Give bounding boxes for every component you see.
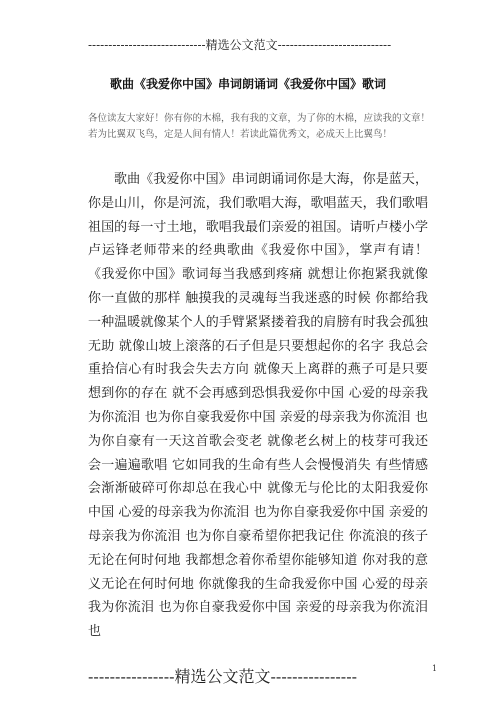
- document-title: 歌曲《我爱你中国》串词朗诵词《我爱你中国》歌词: [109, 77, 386, 91]
- page-number: 1: [432, 664, 438, 673]
- page-footer: ----------------精选公文范文----------------: [88, 667, 358, 686]
- page-header: -----------------------------精选公文范文----------------------------: [88, 38, 392, 52]
- intro-paragraph: 各位读友大家好！你有你的木棉，我有我的文章，为了你的木棉，应读我的文章！若为比翼双飞鸟，定是人间有情人！若读此篇优秀文，必成天上比翼鸟！: [88, 113, 431, 140]
- body-paragraph: 歌曲《我爱你中国》串词朗诵词你是大海，你是蓝天，你是山川，你是河流，我们歌唱大海，歌唱蓝天，我们歌唱祖国的每一寸土地，歌唱我最们亲爱的祖国。请听卢楼小学卢运锋老师带来的经典歌曲《我爱你中国》，掌声有请！《我爱你中国》歌词每当我感到疼痛 就想让你抱紧我就像你一直做的那样 触摸我的灵魂每当我迷惑的时候 你都给我一种温暖就像某个人的手臂紧紧搂着我的肩膀有时我会孤独无助 就像山坡上滚落的石子但是只要想起你的名字 我总会重拾信心有时我会失去方向 就像天上离群的燕子可是只要想到你的存在 就不会再感到恐惧我爱你中国 心爱的母亲我为你流泪 也为你自豪我爱你中国 亲爱的母亲我为你流泪 也为你自豪有一天这首歌会变老 就像老幺树上的枝芽可我还会一遍遍歌唱 它如同我的生命有些人会慢慢消失 有些情感会渐渐破碎可你却总在我心中 就像无与伦比的太阳我爱你中国 心爱的母亲我为你流泪 也为你自豪我爱你中国 亲爱的母亲我为你流泪 也为你自豪希望你把我记住 你流浪的孩子无论在何时何地 我都想念着你希望你能够知道 你对我的意义无论在何时何地 你就像我的生命我爱你中国 心爱的母亲我为你流泪 也为你自豪我爱你中国 亲爱的母亲我为你流泪 也: [88, 172, 428, 640]
